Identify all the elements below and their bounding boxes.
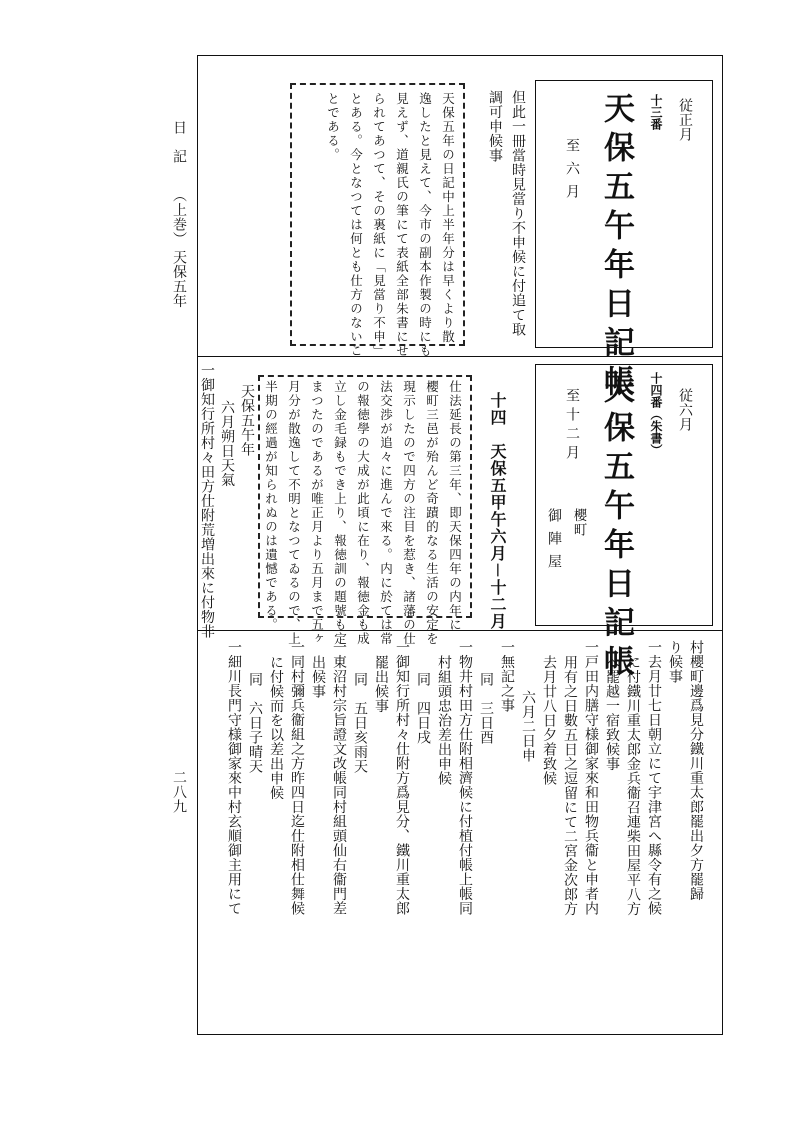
entry-line-20: 一同村彌兵衞組之方昨四日迄仕附相仕舞候	[289, 640, 305, 916]
box2-title: 天保五午年日記帳	[598, 372, 634, 684]
running-era: 天保五年	[171, 250, 187, 308]
box2-commentary-2: 櫻町三邑が殆んど奇蹟的なる生活の安定を	[424, 380, 440, 646]
box2-left-3: 一御知行所村々田方仕附荒増出來に付物非	[199, 363, 215, 639]
box1-commentary-1: 天保五年の日記中上半年分は早くより散	[440, 92, 456, 344]
box1-note-2: 調可申候事	[487, 90, 503, 163]
box2-author: 御陣屋	[546, 508, 562, 577]
entry-line-11: 同 三日酉	[478, 672, 494, 745]
entry-line-6: 一戸田内膳守様御家來和田物兵衞と申者内	[583, 640, 599, 916]
entry-line-17: 同 五日亥雨天	[352, 672, 368, 774]
box1-commentary-3: 見えず、道親氏の筆にて表紙全部朱書にせ	[394, 92, 410, 358]
running-volume: （上巻）	[171, 188, 187, 246]
box2-commentary-9: 半期の經過が知られぬのは遺憾である。	[263, 380, 279, 632]
entry-line-12: 一物井村田方仕附相濟候に付植付帳上帳同	[457, 640, 473, 916]
entry-line-5: へ罷越一宿致候事	[604, 655, 620, 771]
entry-line-1: 村櫻町邊爲見分鐵川重太郎罷出夕方罷歸	[688, 640, 704, 901]
entry-line-23: 一細川長門守様御家來中村玄順御主用にて	[226, 640, 242, 916]
box2-left-2: 六月朔日天氣	[219, 400, 235, 487]
entry-line-9: 六月二日申	[520, 690, 536, 763]
entry-line-15: 一御知行所村々仕附方爲見分、鐵川重太郎	[394, 640, 410, 916]
box2-number: 十四番（朱書）	[649, 372, 663, 456]
box2-to: 至十二月	[564, 388, 580, 464]
entry-line-8: 去月廿八日夕着致候	[541, 655, 557, 786]
box2-commentary-3: 現示したので四方の注目を惹き、諸藩の仕	[401, 380, 417, 646]
box1-number: 十三番	[649, 94, 663, 130]
entry-line-4: に付鐵川重太郎金兵衞召連柴田屋平八方	[625, 655, 641, 916]
page-number: 二八九	[171, 770, 187, 814]
box1-to: 至六月	[564, 138, 580, 207]
entry-line-13: 村組頭忠治差出申候	[436, 655, 452, 786]
box2-commentary-1: 仕法延長の第三年、即天保四年の内年に	[447, 380, 463, 632]
entry-line-19: 出候事	[310, 655, 326, 699]
box2-place: 櫻町	[570, 508, 587, 537]
box1-from: 従正月	[677, 98, 693, 142]
box2-commentary-7: まつたのであるが唯正月より五月まで五ヶ	[309, 380, 325, 646]
box2-left-1: 天保五午年	[239, 384, 255, 457]
box1-title: 天保五午年日記帳	[598, 92, 634, 404]
entry-line-16: 罷出候事	[373, 655, 389, 713]
entry-line-7: 用有之日數五日之逗留にて二宮金次郎方	[562, 655, 578, 916]
entry-line-22: 同 六日子晴天	[247, 672, 263, 774]
box1-commentary-4: られてあつて、その裏紙に「見當り不申」	[371, 92, 387, 358]
running-title: 日 記	[171, 120, 187, 164]
box1-commentary-6: とである。	[325, 92, 341, 162]
section-heading: 十四 天保五甲午六月－十二月	[488, 392, 507, 631]
box1-commentary-5: とある。今となつては何とも仕方のないこ	[348, 92, 364, 358]
box1-commentary-2: 逸したと見えて、今市の副本作製の時にも	[417, 92, 433, 358]
box2-commentary-8: 月分が散逸して不明となつてゐるので、上	[286, 380, 302, 646]
entry-line-14: 同 四日戌	[415, 672, 431, 745]
box1-note-1: 但此一冊當時見當り不申候に付追て取	[510, 90, 526, 337]
entry-line-18: 一東沼村宗旨證文改帳同村組頭仙右衞門差	[331, 640, 347, 916]
entry-line-21: に付候而を以差出申候	[268, 655, 284, 800]
entry-line-10: 一無記之事	[499, 640, 515, 713]
box2-commentary-6: 立し金毛録もでき上り、報徳訓の題號も定	[332, 380, 348, 646]
box2-commentary-4: 法交渉が追々に進んで來る。内に於ては常	[378, 380, 394, 646]
divider-top	[197, 356, 723, 357]
entry-line-2: り候事	[667, 640, 683, 684]
box2-commentary-5: の報徳學の大成が此頃に在り、報徳金も成	[355, 380, 371, 646]
box2-from: 従六月	[677, 388, 693, 432]
entry-line-3: 一去月廿七日朝立にて宇津宮へ縣令有之候	[646, 640, 662, 916]
